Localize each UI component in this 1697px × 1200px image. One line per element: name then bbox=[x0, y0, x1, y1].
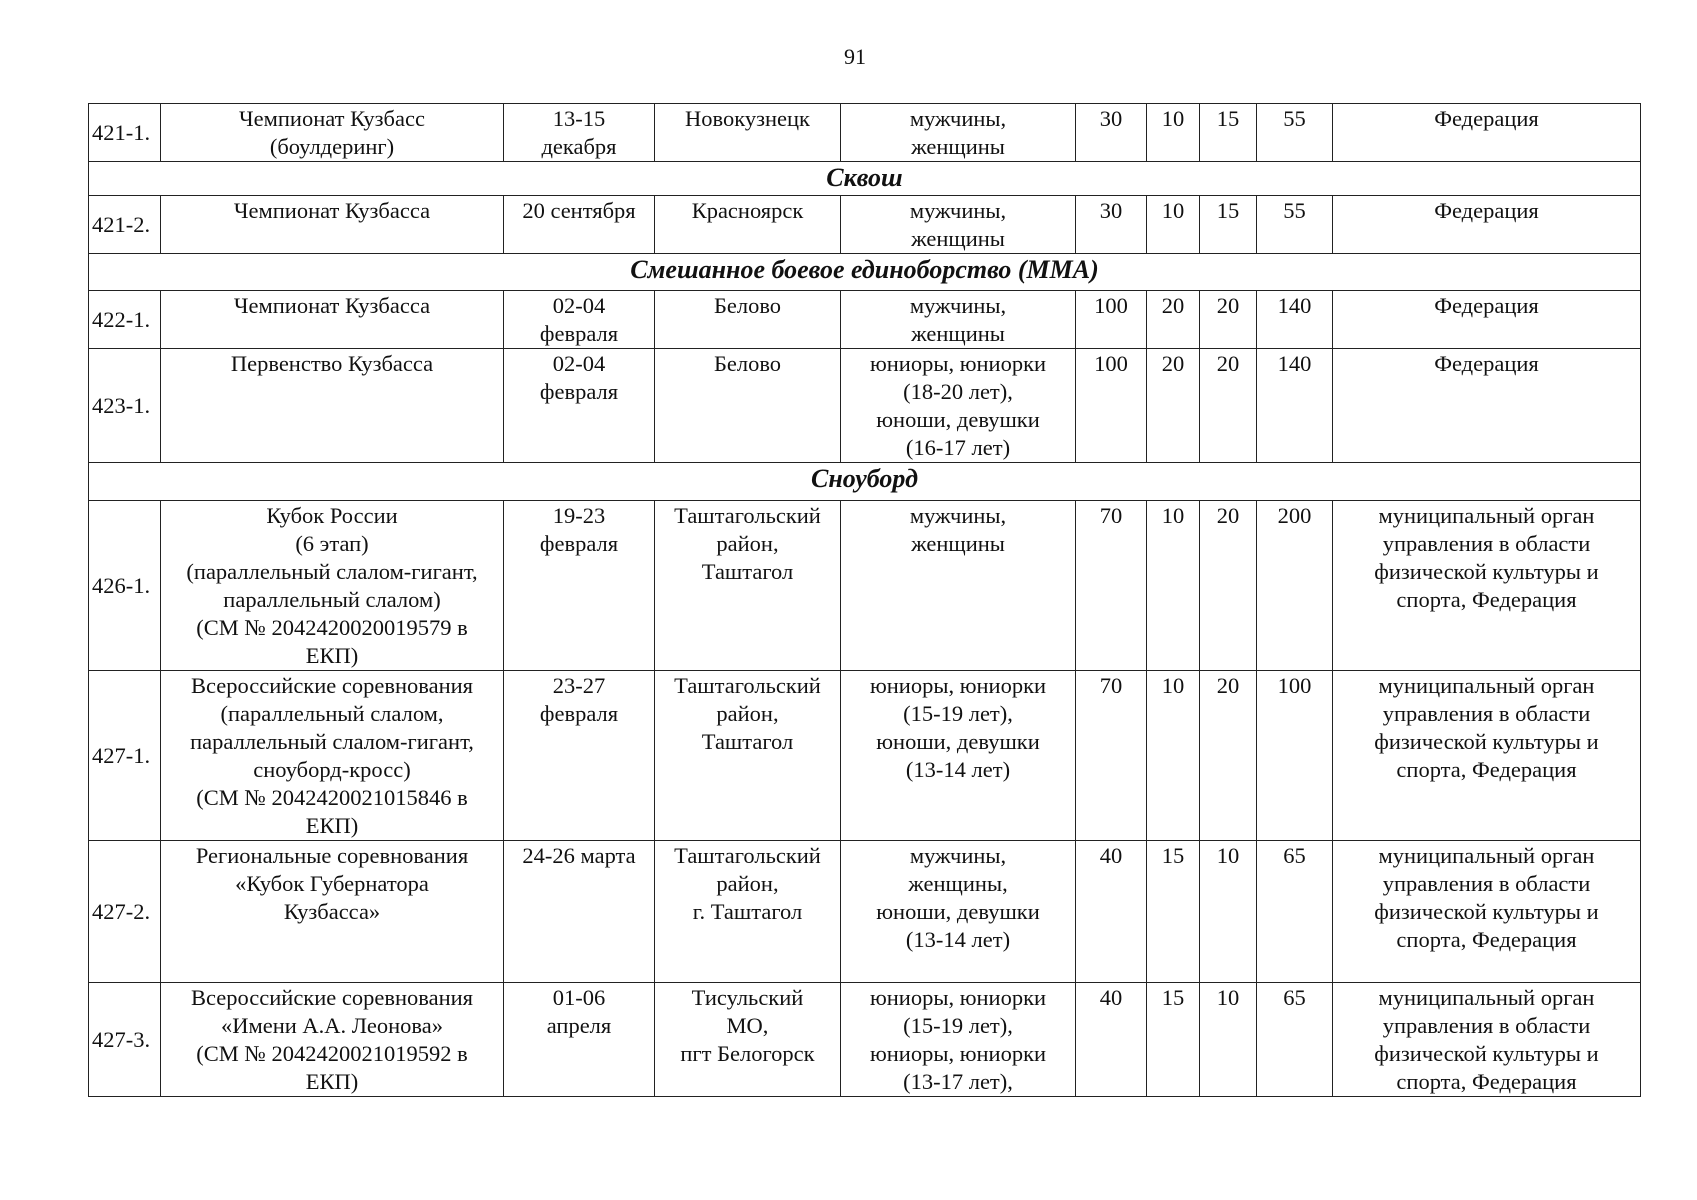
table-row bbox=[89, 671, 1641, 841]
event-organizer: муниципальный орган управления в области физической культуры и спорта, Федерация bbox=[1333, 841, 1641, 983]
event-name: Чемпионат Кузбасс (боулдеринг) bbox=[161, 104, 504, 162]
row-number: 421-1. bbox=[89, 104, 161, 162]
event-place: Тисульский МО, пгт Белогорск bbox=[655, 983, 841, 1097]
event-participants: мужчины, женщины, юноши, девушки (13-14 лет) bbox=[841, 841, 1076, 983]
count-col-4: 140 bbox=[1257, 291, 1333, 349]
count-col-1: 100 bbox=[1076, 291, 1147, 349]
row-number: 427-2. bbox=[89, 841, 161, 983]
event-participants: мужчины, женщины bbox=[841, 104, 1076, 162]
table-row bbox=[89, 841, 1641, 983]
row-number: 421-2. bbox=[89, 196, 161, 254]
count-col-2: 10 bbox=[1147, 196, 1200, 254]
event-place: Таштагольский район, г. Таштагол bbox=[655, 841, 841, 983]
count-col-1: 70 bbox=[1076, 501, 1147, 671]
page-number: 91 bbox=[844, 44, 866, 69]
table-row bbox=[89, 196, 1641, 254]
table-row bbox=[89, 104, 1641, 162]
count-col-2: 15 bbox=[1147, 841, 1200, 983]
section-title: Сноуборд bbox=[89, 463, 1641, 501]
row-number: 423-1. bbox=[89, 349, 161, 463]
event-organizer: Федерация bbox=[1333, 196, 1641, 254]
count-col-4: 65 bbox=[1257, 841, 1333, 983]
event-dates: 13-15 декабря bbox=[504, 104, 655, 162]
count-col-2: 20 bbox=[1147, 291, 1200, 349]
event-dates: 01-06 апреля bbox=[504, 983, 655, 1097]
event-dates: 19-23 февраля bbox=[504, 501, 655, 671]
count-col-4: 100 bbox=[1257, 671, 1333, 841]
section-row bbox=[89, 162, 1641, 196]
count-col-4: 65 bbox=[1257, 983, 1333, 1097]
event-name: Региональные соревнования «Кубок Губернатора Кузбасса» bbox=[161, 841, 504, 983]
count-col-1: 70 bbox=[1076, 671, 1147, 841]
event-place: Таштагольский район, Таштагол bbox=[655, 671, 841, 841]
count-col-3: 20 bbox=[1200, 349, 1257, 463]
count-col-2: 10 bbox=[1147, 501, 1200, 671]
event-dates: 20 сентября bbox=[504, 196, 655, 254]
event-dates: 02-04 февраля bbox=[504, 291, 655, 349]
row-number: 427-3. bbox=[89, 983, 161, 1097]
count-col-3: 15 bbox=[1200, 104, 1257, 162]
count-col-3: 15 bbox=[1200, 196, 1257, 254]
event-organizer: Федерация bbox=[1333, 104, 1641, 162]
event-organizer: муниципальный орган управления в области физической культуры и спорта, Федерация bbox=[1333, 983, 1641, 1097]
event-organizer: муниципальный орган управления в области физической культуры и спорта, Федерация bbox=[1333, 501, 1641, 671]
count-col-1: 30 bbox=[1076, 196, 1147, 254]
count-col-2: 10 bbox=[1147, 104, 1200, 162]
event-dates: 23-27 февраля bbox=[504, 671, 655, 841]
table-row bbox=[89, 501, 1641, 671]
event-organizer: муниципальный орган управления в области физической культуры и спорта, Федерация bbox=[1333, 671, 1641, 841]
count-col-3: 10 bbox=[1200, 983, 1257, 1097]
count-col-2: 15 bbox=[1147, 983, 1200, 1097]
event-place: Красноярск bbox=[655, 196, 841, 254]
event-dates: 02-04 февраля bbox=[504, 349, 655, 463]
event-organizer: Федерация bbox=[1333, 349, 1641, 463]
row-number: 422-1. bbox=[89, 291, 161, 349]
event-dates: 24-26 марта bbox=[504, 841, 655, 983]
table-row bbox=[89, 983, 1641, 1097]
event-name: Кубок России (6 этап) (параллельный слалом-гигант, параллельный слалом) (СМ № 2042420020019579 в ЕКП) bbox=[161, 501, 504, 671]
section-title: Сквош bbox=[89, 162, 1641, 196]
event-participants: мужчины, женщины bbox=[841, 196, 1076, 254]
event-participants: юниоры, юниорки (15-19 лет), юниоры, юниорки (13-17 лет), bbox=[841, 983, 1076, 1097]
count-col-1: 100 bbox=[1076, 349, 1147, 463]
row-number: 426-1. bbox=[89, 501, 161, 671]
event-name: Первенство Кузбасса bbox=[161, 349, 504, 463]
table-row bbox=[89, 291, 1641, 349]
count-col-2: 10 bbox=[1147, 671, 1200, 841]
event-participants: юниоры, юниорки (15-19 лет), юноши, девушки (13-14 лет) bbox=[841, 671, 1076, 841]
count-col-1: 40 bbox=[1076, 841, 1147, 983]
count-col-3: 20 bbox=[1200, 501, 1257, 671]
event-participants: юниоры, юниорки (18-20 лет), юноши, девушки (16-17 лет) bbox=[841, 349, 1076, 463]
count-col-3: 10 bbox=[1200, 841, 1257, 983]
table-row bbox=[89, 349, 1641, 463]
event-name: Всероссийские соревнования «Имени А.А. Леонова» (СМ № 2042420021019592 в ЕКП) bbox=[161, 983, 504, 1097]
count-col-1: 30 bbox=[1076, 104, 1147, 162]
event-name: Чемпионат Кузбасса bbox=[161, 291, 504, 349]
event-participants: мужчины, женщины bbox=[841, 291, 1076, 349]
event-place: Белово bbox=[655, 291, 841, 349]
event-place: Новокузнецк bbox=[655, 104, 841, 162]
count-col-2: 20 bbox=[1147, 349, 1200, 463]
event-place: Таштагольский район, Таштагол bbox=[655, 501, 841, 671]
events-table bbox=[88, 103, 1641, 1097]
section-title: Смешанное боевое единоборство (ММА) bbox=[89, 254, 1641, 291]
event-name: Чемпионат Кузбасса bbox=[161, 196, 504, 254]
count-col-4: 55 bbox=[1257, 104, 1333, 162]
count-col-4: 55 bbox=[1257, 196, 1333, 254]
event-organizer: Федерация bbox=[1333, 291, 1641, 349]
count-col-1: 40 bbox=[1076, 983, 1147, 1097]
event-place: Белово bbox=[655, 349, 841, 463]
count-col-3: 20 bbox=[1200, 671, 1257, 841]
count-col-3: 20 bbox=[1200, 291, 1257, 349]
event-participants: мужчины, женщины bbox=[841, 501, 1076, 671]
row-number: 427-1. bbox=[89, 671, 161, 841]
event-name: Всероссийские соревнования (параллельный слалом, параллельный слалом-гигант, сноуборд-кросс) (СМ № 2042420021015846 в ЕКП) bbox=[161, 671, 504, 841]
count-col-4: 140 bbox=[1257, 349, 1333, 463]
section-row bbox=[89, 463, 1641, 501]
section-row bbox=[89, 254, 1641, 291]
count-col-4: 200 bbox=[1257, 501, 1333, 671]
